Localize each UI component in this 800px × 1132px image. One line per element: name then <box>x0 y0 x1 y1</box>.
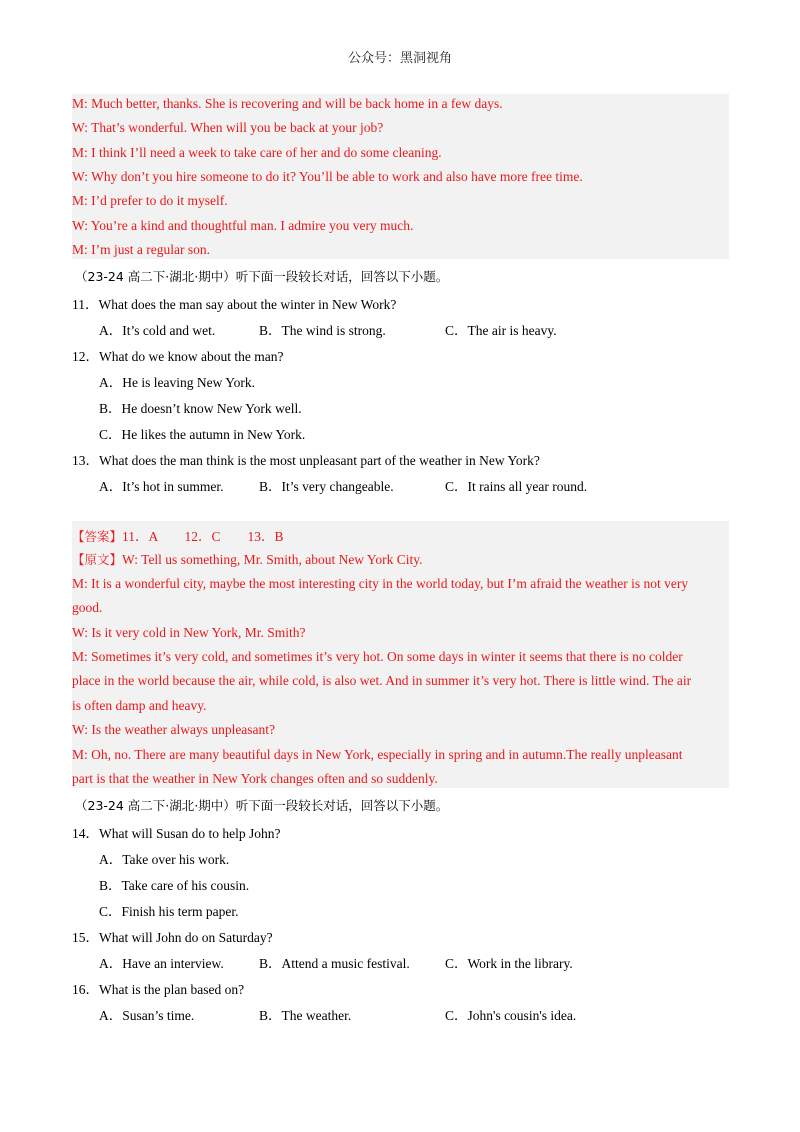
option-b: B．It’s very changeable. <box>259 479 394 494</box>
transcript-line: is often damp and heavy. <box>72 698 207 713</box>
transcript-line: W: Is the weather always unpleasant? <box>72 722 276 737</box>
answer-transcript-2 <box>72 521 729 788</box>
question-14: 14．What will Susan do to help John? <box>72 826 281 841</box>
dialogue-line: M: I’m just a regular son. <box>72 242 210 257</box>
transcript-line: M: Sometimes it’s very cold, and sometimes it’s very hot. On some days in winter it seems that there is no colder <box>72 649 683 664</box>
dialogue-line: W: Why don’t you hire someone to do it? You’ll be able to work and also have more free time. <box>72 169 583 184</box>
option-c: C．John's cousin's idea. <box>445 1008 577 1023</box>
question-13: 13．What does the man think is the most unpleasant part of the weather in New York? <box>72 453 540 468</box>
option-b: B．The wind is strong. <box>259 323 386 338</box>
question-16: 16．What is the plan based on? <box>72 982 245 997</box>
option-a: A．Have an interview. <box>99 956 224 971</box>
option-c: C．The air is heavy. <box>445 323 557 338</box>
option-b: B．Take care of his cousin. <box>99 878 250 893</box>
answer-tag: 【答案】 <box>72 529 123 544</box>
transcript-line: part is that the weather in New York changes often and so suddenly. <box>72 771 438 786</box>
option-a: A．Susan’s time. <box>99 1008 195 1023</box>
section-intro: （23-24 高二下·湖北·期中）听下面一段较长对话，回答以下小题。 <box>75 798 449 813</box>
dialogue-line: M: Much better, thanks. She is recovering and will be back home in a few days. <box>72 96 503 111</box>
question-12: 12．What do we know about the man? <box>72 349 284 364</box>
transcript-line: place in the world because the air, while cold, is also wet. And in summer it’s very hot. There is little wind. The air <box>72 673 692 688</box>
option-c: C．Work in the library. <box>445 956 573 971</box>
dialogue-transcript-1 <box>72 94 729 259</box>
page-header: 公众号：黑洞视角 <box>347 51 452 66</box>
question-15: 15．What will John do on Saturday? <box>72 930 273 945</box>
section-intro: （23-24 高二下·湖北·期中）听下面一段较长对话，回答以下小题。 <box>75 269 449 284</box>
dialogue-line: W: You’re a kind and thoughtful man. I admire you very much. <box>72 218 414 233</box>
option-b: B．He doesn’t know New York well. <box>99 401 302 416</box>
option-c: C．He likes the autumn in New York. <box>99 427 306 442</box>
option-a: A．It’s cold and wet. <box>99 323 216 338</box>
source-line <box>72 550 422 568</box>
option-a: A．It’s hot in summer. <box>99 479 224 494</box>
answer-text: 11．A 12．C 13．B <box>122 529 284 544</box>
transcript-line: M: It is a wonderful city, maybe the most interesting city in the world today, but I’m afraid the weather is not very <box>72 576 689 591</box>
option-c: C．Finish his term paper. <box>99 904 239 919</box>
transcript-line: M: Oh, no. There are many beautiful days in New York, especially in spring and in autumn.The really unpleasant <box>72 747 683 762</box>
dialogue-line: M: I think I’ll need a week to take care of her and do some cleaning. <box>72 145 442 160</box>
option-c: C．It rains all year round. <box>445 479 588 494</box>
transcript-line: W: Is it very cold in New York, Mr. Smith? <box>72 625 306 640</box>
dialogue-line: W: That’s wonderful. When will you be back at your job? <box>72 120 384 135</box>
source-tag: 【原文】 <box>72 552 123 567</box>
option-a: A．Take over his work. <box>99 852 230 867</box>
dialogue-line: M: I’d prefer to do it myself. <box>72 193 228 208</box>
option-a: A．He is leaving New York. <box>99 375 255 390</box>
option-b: B．The weather. <box>259 1008 352 1023</box>
answer-line <box>72 525 284 545</box>
transcript-line: W: Tell us something, Mr. Smith, about New York City. <box>122 552 423 567</box>
question-11: 11．What does the man say about the winter in New Work? <box>72 297 397 312</box>
transcript-line: good. <box>72 600 103 615</box>
option-b: B．Attend a music festival. <box>259 956 410 971</box>
